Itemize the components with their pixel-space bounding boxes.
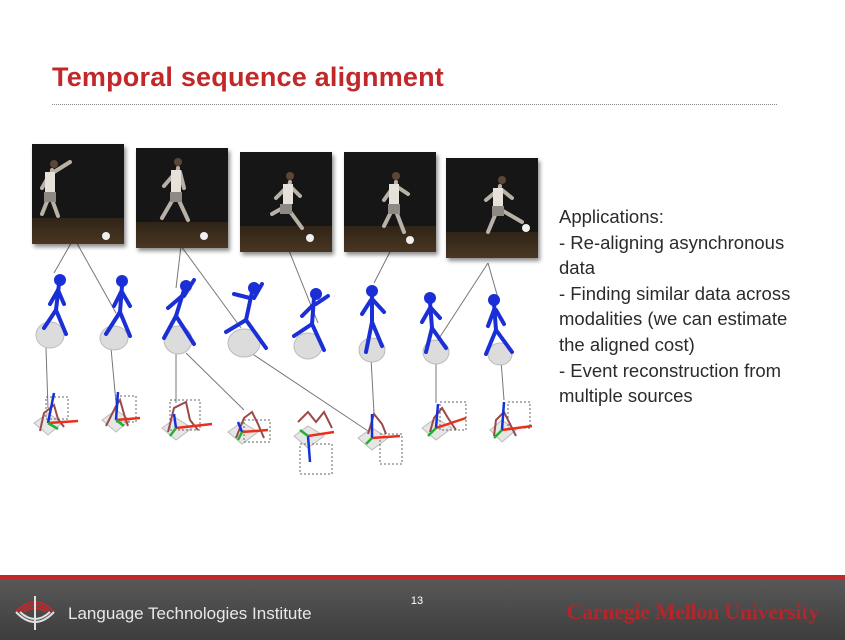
skeleton-model [102,392,140,432]
applications-line: - Event reconstruction from [559,359,782,381]
applications-line: Applications: [559,206,664,227]
skeleton-model [228,412,270,444]
applications-line: multiple sources [559,385,693,407]
skeleton-models [26,138,546,478]
skeleton-model [34,393,78,435]
applications-text [559,204,839,409]
lti-logo-icon [12,590,58,634]
skeleton-model [490,402,532,442]
slide-title: Temporal sequence alignment [52,62,444,92]
title-divider [52,104,777,105]
page-number: 13 [410,595,424,607]
skeleton-model [162,400,212,440]
institute-name: Language Technologies Institute [68,604,312,623]
alignment-figure [26,138,546,478]
skeleton-model [358,414,402,464]
applications-line: data [559,257,596,279]
skeleton-model [422,402,466,440]
applications-line: - Finding similar data across [559,282,791,304]
applications-line: modalities (we can estimate [559,308,788,330]
skeleton-model [294,412,334,474]
applications-line: the aligned cost) [559,333,695,355]
applications-line: - Re-aligning asynchronous [559,231,785,253]
university-name: Carnegie Mellon University [566,599,819,624]
footer-bar [0,575,845,640]
